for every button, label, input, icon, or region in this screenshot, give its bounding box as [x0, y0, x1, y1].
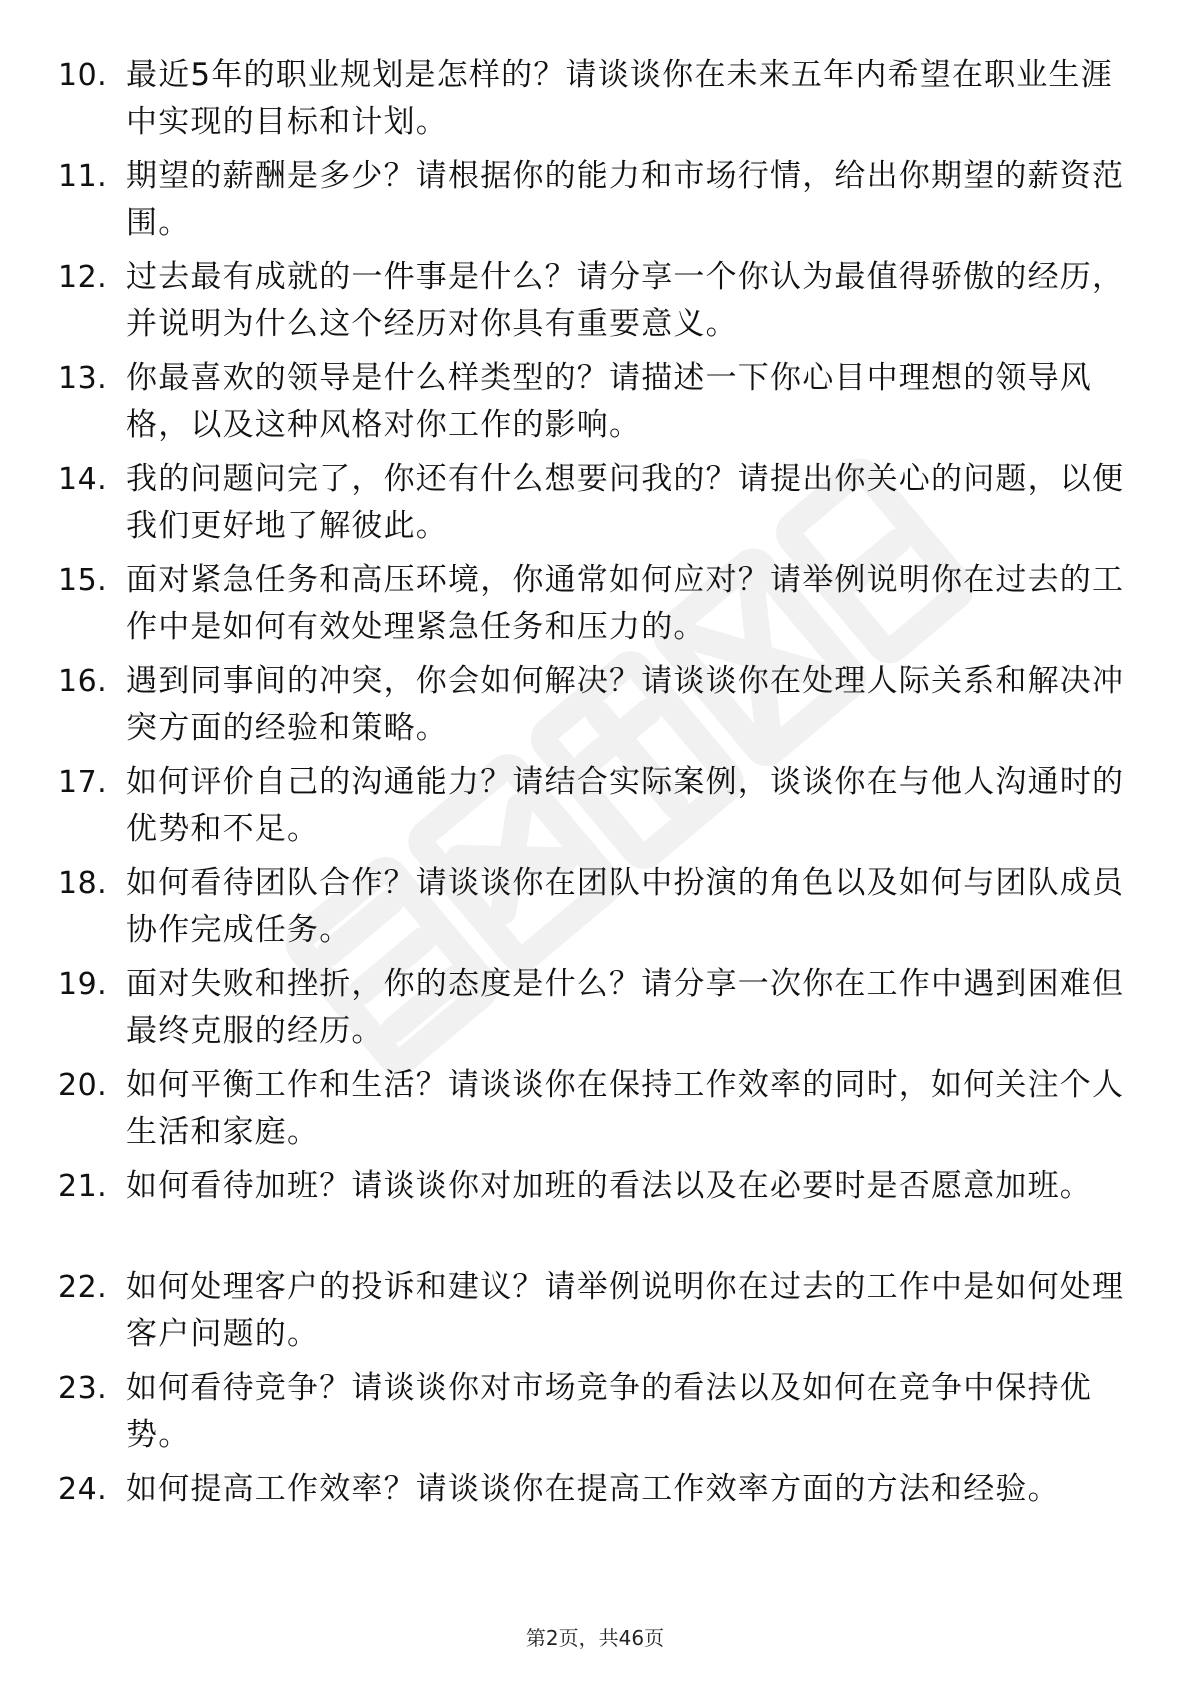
- question-number: 17.: [58, 765, 108, 800]
- list-item: [58, 153, 1138, 254]
- list-item: [58, 254, 1138, 355]
- question-number: 20.: [58, 1068, 108, 1103]
- list-item: [58, 860, 1138, 961]
- question-text: 我的问题问完了，你还有什么想要问我的？请提出你关心的问题，以便我们更好地了解彼此。: [126, 461, 1125, 544]
- question-text: 遇到同事间的冲突，你会如何解决？请谈谈你在处理人际关系和解决冲突方面的经验和策略。: [126, 663, 1125, 746]
- question-number: 14.: [58, 462, 108, 497]
- question-number: 13.: [58, 361, 108, 396]
- question-number: 23.: [58, 1371, 108, 1406]
- list-item: [58, 658, 1138, 759]
- question-number: 16.: [58, 664, 108, 699]
- question-number: 22.: [58, 1270, 108, 1305]
- list-item: [58, 961, 1138, 1062]
- question-text: 如何评价自己的沟通能力？请结合实际案例，谈谈你在与他人沟通时的优势和不足。: [126, 764, 1125, 847]
- question-number: 11.: [58, 159, 108, 194]
- page-footer: [0, 1622, 1190, 1651]
- question-number: 21.: [58, 1169, 108, 1204]
- question-number: 10.: [58, 58, 108, 93]
- question-text: 如何看待加班？请谈谈你对加班的看法以及在必要时是否愿意加班。: [126, 1168, 1092, 1204]
- list-item: [58, 1264, 1138, 1365]
- question-text: 过去最有成就的一件事是什么？请分享一个你认为最值得骄傲的经历，并说明为什么这个经历对你具有重要意义。: [126, 259, 1125, 342]
- question-text: 最近5年的职业规划是怎样的？请谈谈你在未来五年内希望在职业生涯中实现的目标和计划。: [126, 57, 1113, 140]
- question-text: 如何平衡工作和生活？请谈谈你在保持工作效率的同时，如何关注个人生活和家庭。: [126, 1067, 1125, 1150]
- list-item: [58, 456, 1138, 557]
- question-text: 期望的薪酬是多少？请根据你的能力和市场行情，给出你期望的薪资范围。: [126, 158, 1125, 241]
- question-text: 如何看待团队合作？请谈谈你在团队中扮演的角色以及如何与团队成员协作完成任务。: [126, 865, 1125, 948]
- question-text: 你最喜欢的领导是什么样类型的？请描述一下你心目中理想的领导风格，以及这种风格对你工作的影响。: [126, 360, 1092, 443]
- list-item: [58, 1163, 1138, 1264]
- question-number: 24.: [58, 1472, 108, 1507]
- question-list: [58, 52, 1138, 1567]
- page-number-label: 第2页，共46页: [525, 1626, 665, 1650]
- question-text: 如何处理客户的投诉和建议？请举例说明你在过去的工作中是如何处理客户问题的。: [126, 1269, 1125, 1352]
- list-item: [58, 355, 1138, 456]
- list-item: [58, 1062, 1138, 1163]
- question-text: 如何看待竞争？请谈谈你对市场竞争的看法以及如何在竞争中保持优势。: [126, 1370, 1092, 1453]
- question-number: 19.: [58, 967, 108, 1002]
- list-item: [58, 52, 1138, 153]
- question-number: 12.: [58, 260, 108, 295]
- question-text: 面对紧急任务和高压环境，你通常如何应对？请举例说明你在过去的工作中是如何有效处理紧急任务和压力的。: [126, 562, 1125, 645]
- question-text: 面对失败和挫折，你的态度是什么？请分享一次你在工作中遇到困难但最终克服的经历。: [126, 966, 1125, 1049]
- list-item: [58, 759, 1138, 860]
- list-item: [58, 1466, 1138, 1567]
- question-number: 18.: [58, 866, 108, 901]
- list-item: [58, 557, 1138, 658]
- list-item: [58, 1365, 1138, 1466]
- question-text: 如何提高工作效率？请谈谈你在提高工作效率方面的方法和经验。: [126, 1471, 1060, 1507]
- question-number: 15.: [58, 563, 108, 598]
